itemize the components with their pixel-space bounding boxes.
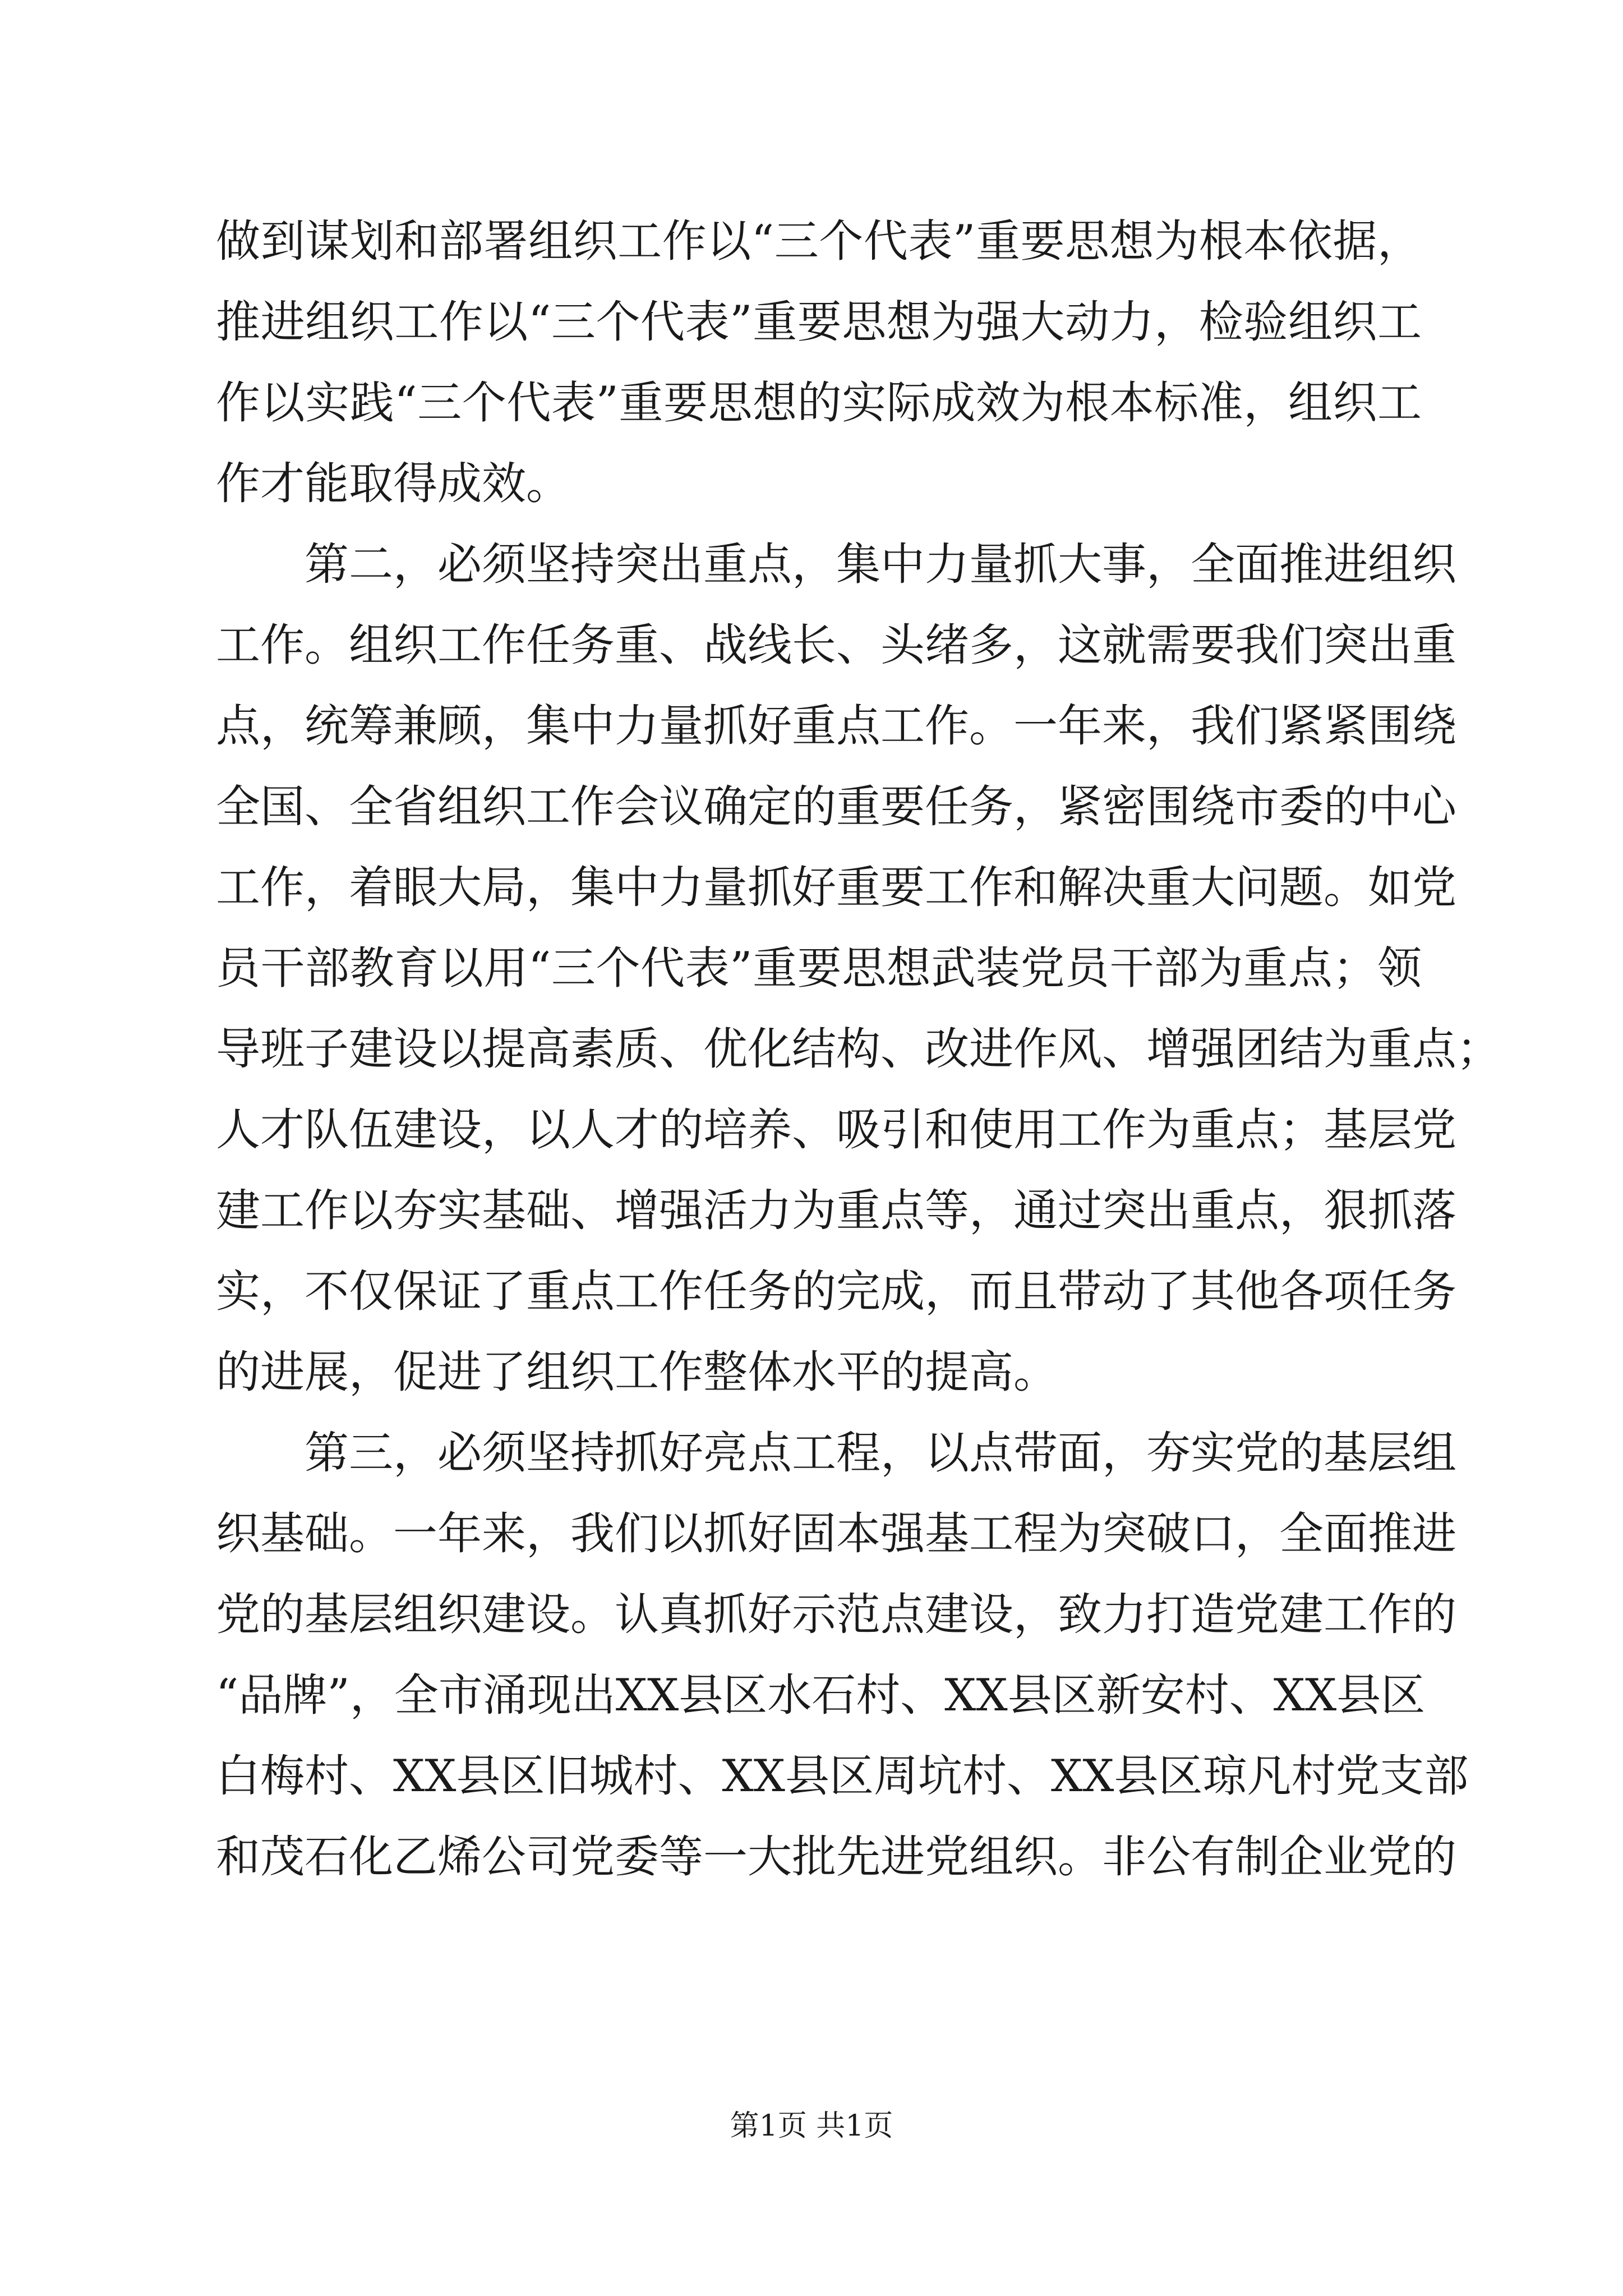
text-line: 建工作以夯实基础、增强活力为重点等，通过突出重点，狠抓落 bbox=[216, 1185, 1456, 1236]
text-line: 党的基层组织建设。认真抓好示范点建设，致力打造党建工作的 bbox=[216, 1589, 1456, 1640]
text-line: 第二，必须坚持突出重点，集中力量抓大事，全面推进组织 bbox=[216, 539, 1456, 590]
text-line: 员干部教育以用“三个代表”重要思想武装党员干部为重点；领 bbox=[216, 942, 1422, 994]
text-line: 织基础。一年来，我们以抓好固本强基工程为突破口，全面推进 bbox=[216, 1508, 1456, 1559]
text-line: 做到谋划和部署组织工作以“三个代表”重要思想为根本依据， bbox=[216, 215, 1422, 267]
text-line: 实，不仅保证了重点工作任务的完成，而且带动了其他各项任务 bbox=[216, 1266, 1456, 1317]
text-line: 全国、全省组织工作会议确定的重要任务，紧密围绕市委的中心 bbox=[216, 781, 1456, 832]
text-line: 推进组织工作以“三个代表”重要思想为强大动力，检验组织工 bbox=[216, 296, 1422, 348]
text-line: 第三，必须坚持抓好亮点工程，以点带面，夯实党的基层组 bbox=[216, 1427, 1456, 1479]
text-line: 白梅村、XX县区旧城村、XX县区周坑村、XX县区琼凡村党支部 bbox=[216, 1750, 1469, 1802]
text-line: 的进展，促进了组织工作整体水平的提高。 bbox=[216, 1346, 1058, 1398]
text-line: 点，统筹兼顾，集中力量抓好重点工作。一年来，我们紧紧围绕 bbox=[216, 700, 1456, 752]
text-line: 作以实践“三个代表”重要思想的实际成效为根本标准，组织工 bbox=[216, 377, 1422, 429]
text-line: 工作。组织工作任务重、战线长、头绪多，这就需要我们突出重 bbox=[216, 619, 1456, 671]
text-line: “品牌”，全市涌现出XX县区水石村、XX县区新安村、XX县区 bbox=[216, 1669, 1426, 1721]
text-line: 人才队伍建设，以人才的培养、吸引和使用工作为重点；基层党 bbox=[216, 1104, 1456, 1156]
page-footer: 第1页 共1页 bbox=[730, 2109, 893, 2143]
text-line: 工作，着眼大局，集中力量抓好重要工作和解决重大问题。如党 bbox=[216, 862, 1456, 913]
text-line: 导班子建设以提高素质、优化结构、改进作风、增强团结为重点； bbox=[216, 1023, 1501, 1075]
text-line: 和茂石化乙烯公司党委等一大批先进党组织。非公有制企业党的 bbox=[216, 1831, 1456, 1883]
text-line: 作才能取得成效。 bbox=[216, 458, 570, 509]
